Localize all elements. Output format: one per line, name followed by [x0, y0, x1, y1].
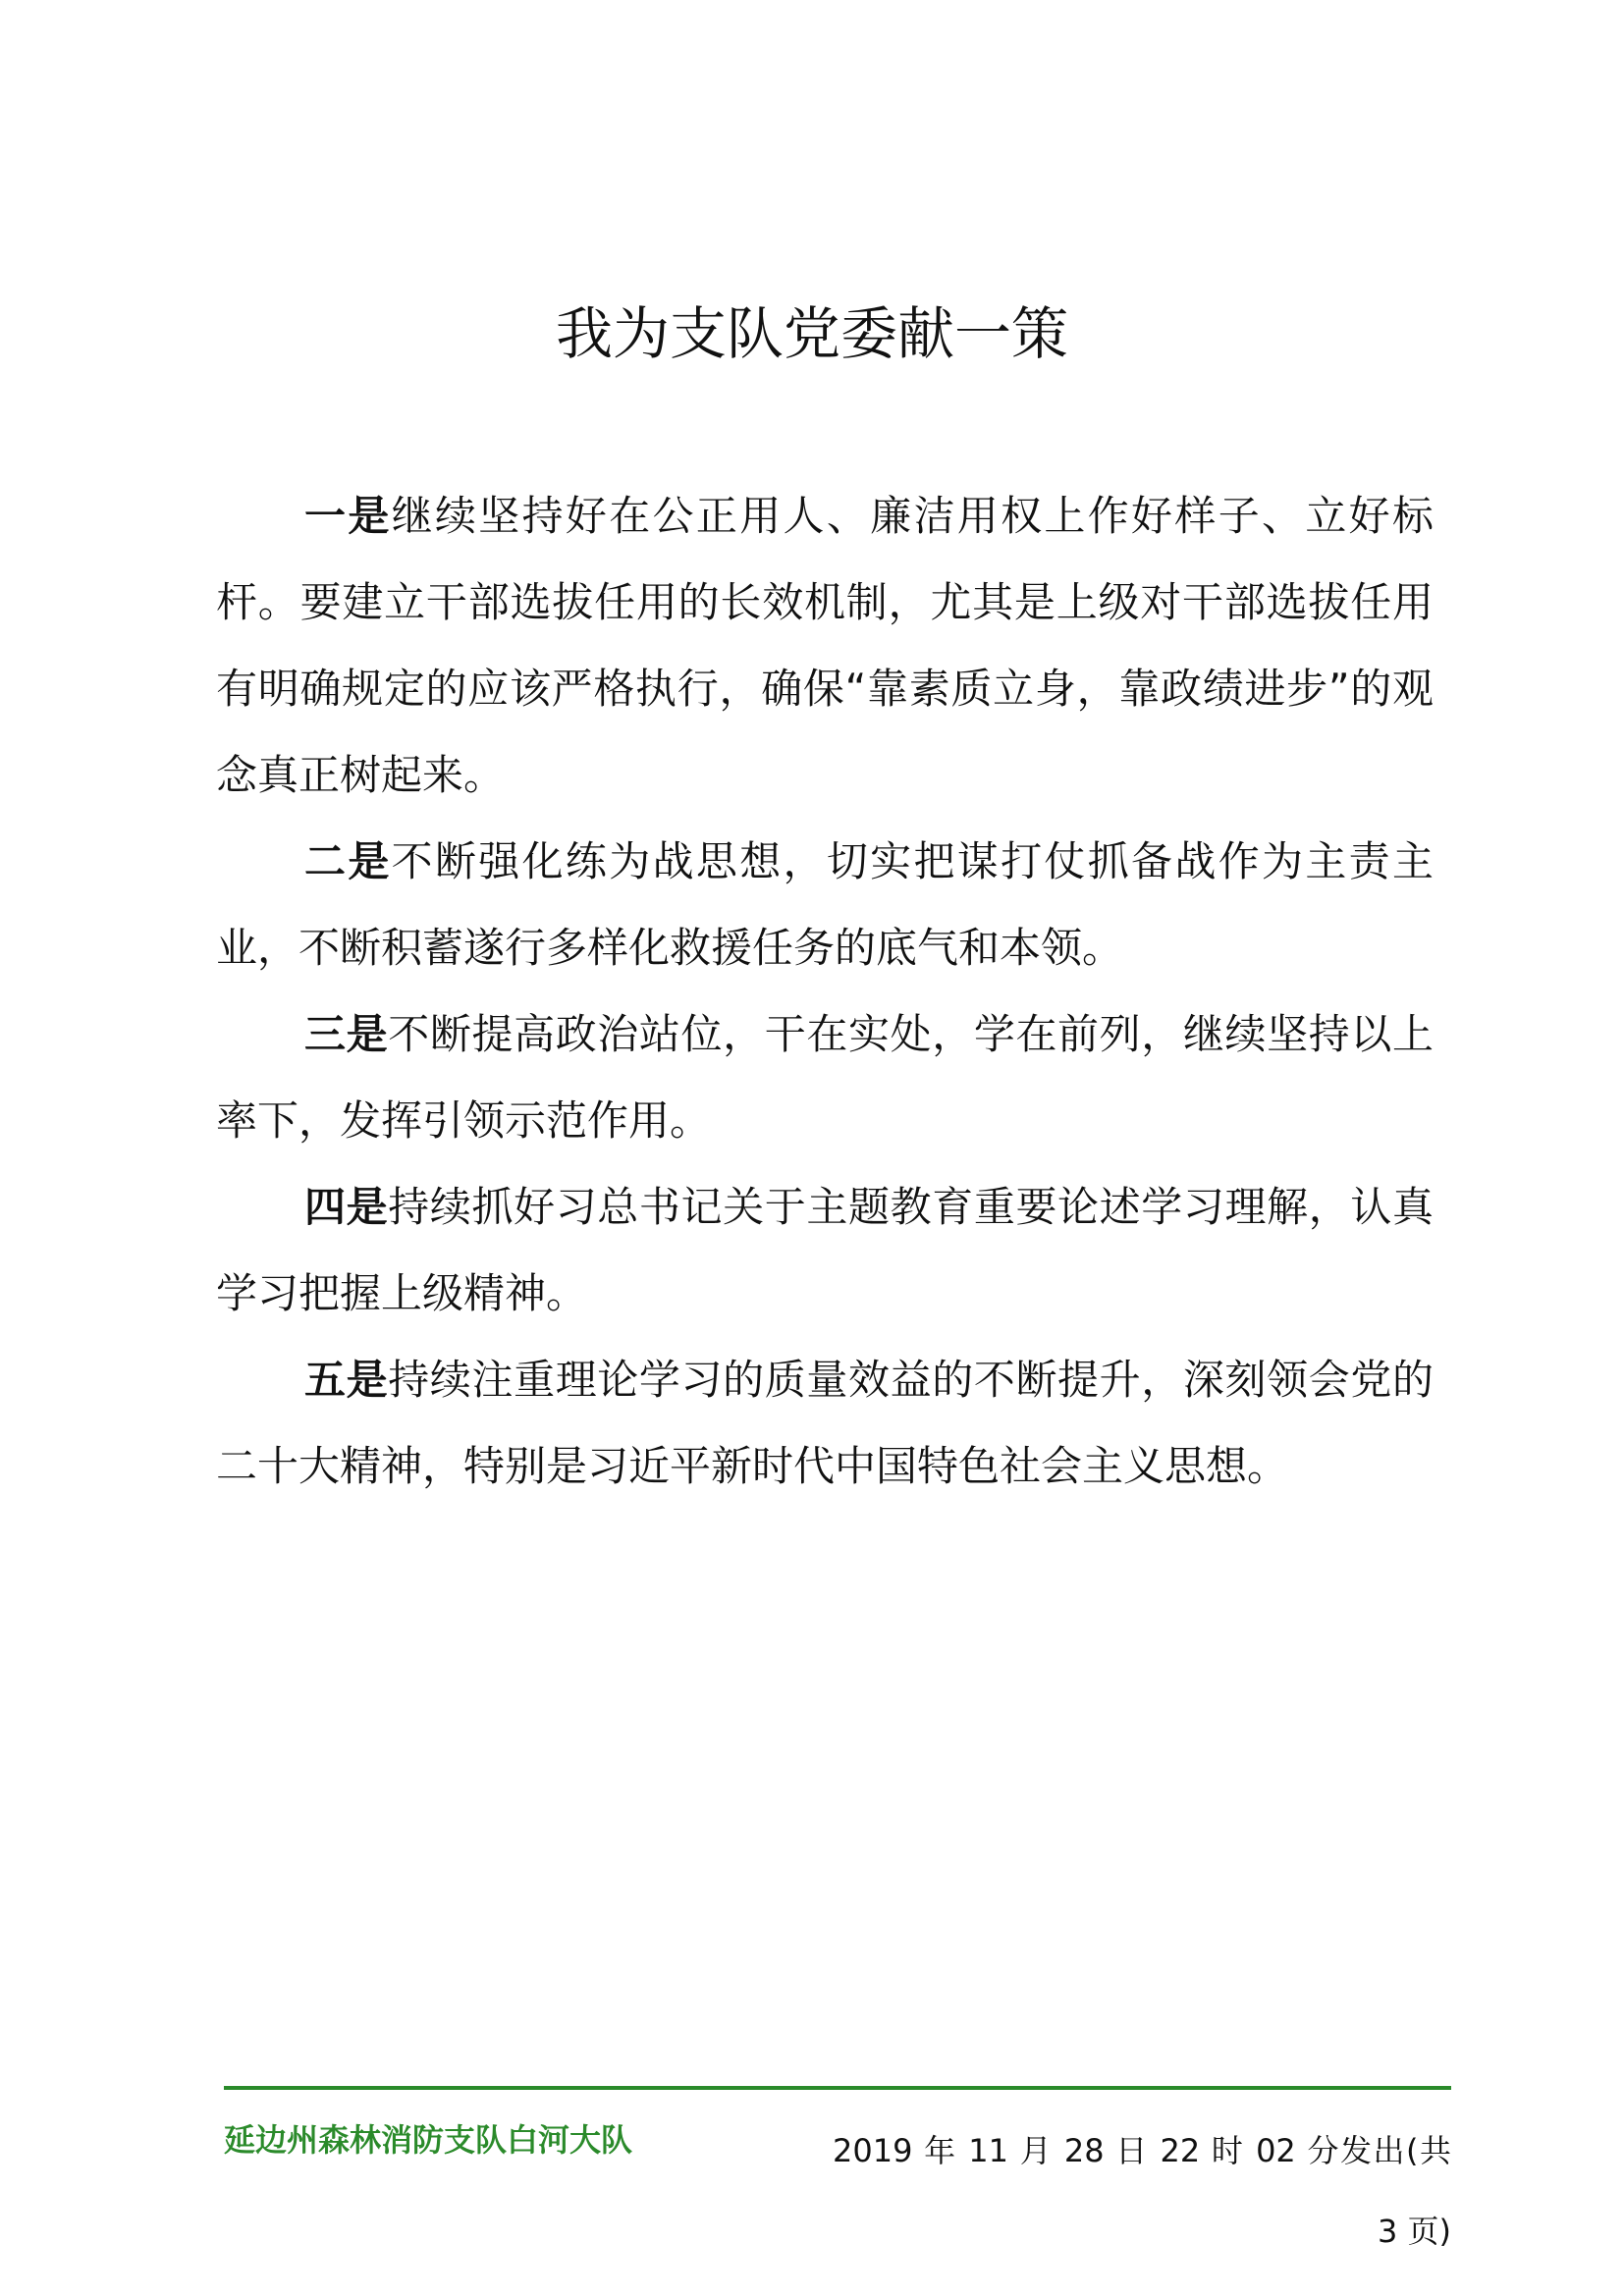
paragraph-4: [216, 1164, 1434, 1337]
paragraph-5-lead: 五是: [304, 1356, 389, 1404]
footer-issue-date: 2019 年 11 月 28 日 22 时 02 分发出(共 3 页): [833, 2132, 1451, 2250]
paragraph-2-text: 不断强化练为战思想，切实把谋打仗抓备战作为主责主业，不断积蓄遂行多样化救援任务的底气和本领。: [216, 837, 1434, 972]
paragraph-2-lead: 二是: [304, 837, 392, 885]
paragraph-1-lead: 一是: [304, 492, 392, 540]
paragraph-5: [216, 1337, 1434, 1510]
paragraph-3-text: 不断提高政治站位，干在实处，学在前列，继续坚持以上率下，发挥引领示范作用。: [216, 1010, 1434, 1145]
footer-organization: 延边州森林消防支队白河大队: [224, 2121, 633, 2159]
paragraph-1-text: 继续坚持好在公正用人、廉洁用权上作好样子、立好标杆。要建立干部选拔任用的长效机制，尤其是上级对干部选拔任用有明确规定的应该严格执行，确保“靠素质立身，靠政绩进步”的观念真正树起来。: [216, 492, 1434, 799]
paragraph-5-text: 持续注重理论学习的质量效益的不断提升，深刻领会党的二十大精神，特别是习近平新时代中国特色社会主义思想。: [216, 1356, 1434, 1490]
footer-divider: [224, 2086, 1451, 2090]
paragraph-2: [216, 819, 1434, 991]
document-body: [216, 473, 1434, 1510]
paragraph-4-text: 持续抓好习总书记关于主题教育重要论述学习理解，认真学习把握上级精神。: [216, 1183, 1434, 1317]
paragraph-3-lead: 三是: [304, 1010, 389, 1058]
paragraph-4-lead: 四是: [304, 1183, 389, 1231]
document-title: 我为支队党委献一策: [555, 300, 1068, 367]
paragraph-1: [216, 473, 1434, 819]
paragraph-3: [216, 991, 1434, 1164]
